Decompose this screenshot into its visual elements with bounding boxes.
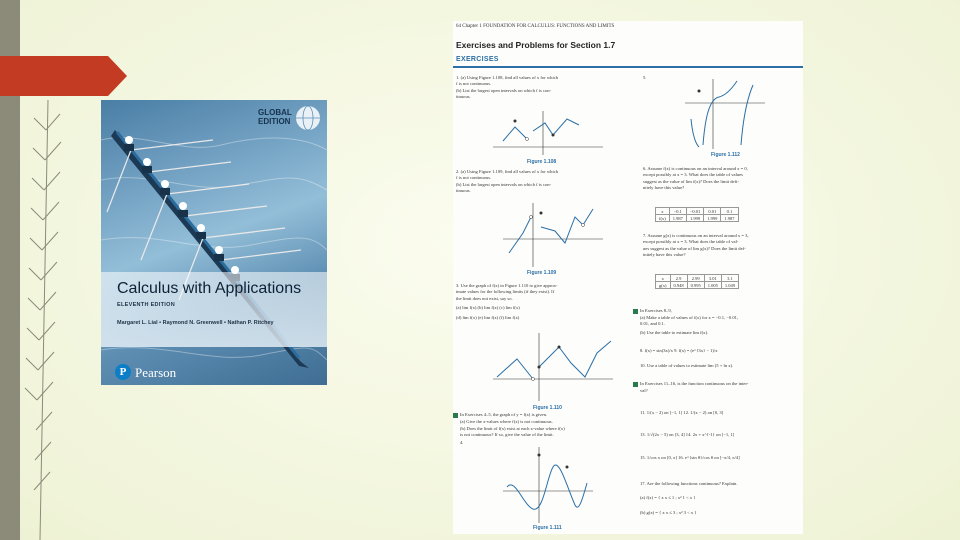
- table-cell: 0.948: [670, 282, 687, 289]
- exercise-text: In Exercises 11–16, is the function continuous on the inter-: [640, 381, 749, 386]
- figure-1-110-graph: [493, 333, 613, 403]
- section-title: Exercises and Problems for Section 1.7: [456, 40, 616, 50]
- section-marker: [633, 382, 638, 387]
- exercise-text: (b) List the largest open intervals on which f is con-: [456, 182, 552, 187]
- exercise-text: In Exercises 8–9,: [640, 308, 672, 313]
- figure-1-112-graph: [685, 79, 765, 149]
- book-cover: [101, 100, 327, 385]
- table-cell: 3.01: [704, 275, 721, 282]
- exercise-text: is not continuous? If so, give the value of the limit.: [460, 432, 554, 437]
- table-cell: x: [656, 275, 671, 282]
- exercise-text: imate values for the following limits (if they exist). If: [456, 289, 555, 294]
- page-header: 64 Chapter 1 FOUNDATION FOR CALCULUS: FUNCTIONS AND LIMITS: [456, 24, 615, 29]
- table-cell: 1.005: [704, 282, 721, 289]
- table-cell: 1.049: [721, 282, 738, 289]
- exercise-text: 1. (a) Using Figure 1.108, find all values of x for which: [456, 75, 559, 80]
- exercise-text: (b) Use the table to estimate lim f(x).: [640, 330, 709, 335]
- figure-caption: Figure 1.109: [527, 270, 557, 276]
- table-cell: 1.987: [669, 215, 686, 222]
- exercise-text: tinuous.: [456, 94, 471, 99]
- publisher-name: Pearson: [135, 365, 177, 380]
- exercise-text: f is not continuous.: [456, 175, 492, 180]
- exercise-text: 7. Assume g(x) is continuous on an interval around x = 3,: [643, 233, 749, 238]
- exercise-text: 10. Use a table of values to estimate lim (5 + ln x).: [640, 363, 734, 368]
- table-cell: 1.987: [721, 215, 738, 222]
- exercise-text: 2. (a) Using Figure 1.109, find all values of x for which: [456, 169, 559, 174]
- table-row: [656, 208, 739, 215]
- table-cell: 1.999: [704, 215, 721, 222]
- book-title: Calculus with Applications: [117, 280, 302, 297]
- exercise-text: 3. Use the graph of f(x) in Figure 1.110 to give approx-: [456, 283, 558, 288]
- section-marker: [633, 309, 638, 314]
- exercise-text: (a) Give the x-values where f(x) is not continuous.: [460, 419, 553, 424]
- figure-caption: Figure 1.111: [533, 525, 562, 531]
- figure-caption: Figure 1.108: [527, 159, 557, 165]
- exercise-text: 17. Are the following functions continuous? Explain.: [640, 481, 738, 486]
- section-marker: [453, 413, 458, 418]
- table-exercise-6: [655, 207, 739, 222]
- table-cell: f(x): [656, 215, 670, 222]
- table-exercise-7: [655, 274, 739, 289]
- book-edition: ELEVENTH EDITION: [117, 302, 175, 308]
- table-cell: −0.1: [669, 208, 686, 215]
- figure-caption: Figure 1.110: [533, 405, 562, 411]
- table-row: [656, 282, 739, 289]
- title-arrow-shape: [0, 56, 128, 96]
- exercise-text: (b) List the largest open intervals on which f is con-: [456, 88, 552, 93]
- table-cell: 0.01: [704, 208, 721, 215]
- exercise-text: 0.01, and 0.1.: [640, 321, 666, 326]
- exercise-text: ues suggest as the value of lim g(x)? Does the limit def-: [643, 246, 746, 251]
- exercise-text: nitely have this value?: [643, 185, 685, 190]
- table-row: [656, 215, 739, 222]
- table-cell: −0.01: [686, 208, 703, 215]
- table-cell: 3.1: [721, 275, 738, 282]
- exercise-text: 4.: [460, 440, 464, 445]
- pearson-logo-icon: P: [115, 364, 131, 380]
- exercise-text: (d) lim f(x) (e) lim f(x) (f) lim f(x): [456, 315, 520, 320]
- table-cell: 2.9: [670, 275, 687, 282]
- exercise-text: (b) g(x) = { x x ≤ 3 ; x² 3 < x }: [640, 510, 697, 515]
- exercise-text: (a) Make a table of values of f(x) for x = −0.1, −0.01,: [640, 315, 739, 320]
- exercise-text: except possibly at x = 3. What does the table of values: [643, 172, 743, 177]
- book-authors: Margaret L. Lial • Raymond N. Greenwell • Nathan P. Ritchey: [117, 320, 274, 326]
- figure-1-109-graph: [503, 203, 603, 267]
- table-cell: g(x): [656, 282, 671, 289]
- exercise-text: 11. 1/(x − 2) on [−1, 1] 12. 1/(x − 2) on [0, 3]: [640, 410, 724, 415]
- badge-line-2: EDITION: [258, 117, 291, 126]
- exercises-label: EXERCISES: [456, 56, 499, 63]
- exercise-text: suggest as the value of lim f(x)? Does the limit defi-: [643, 179, 739, 184]
- figure-1-111-graph: [503, 447, 593, 523]
- figure-1-108-graph: [493, 111, 603, 157]
- exercise-text: (a) lim f(x) (b) lim f(x) (c) lim f(x): [456, 305, 520, 310]
- table-cell: 2.99: [687, 275, 704, 282]
- edition-badge: [258, 108, 292, 126]
- exercise-text: (a) f(x) = { x x ≤ 1 ; x² 1 < x }: [640, 495, 696, 500]
- exercise-text: the limit does not exist, say so.: [456, 296, 513, 301]
- exercise-text: 5.: [643, 75, 647, 80]
- exercise-text: except possibly at x = 3. What does the table of val-: [643, 239, 739, 244]
- table-cell: 0.1: [721, 208, 738, 215]
- table-cell: 1.999: [686, 215, 703, 222]
- exercise-text: val?: [640, 388, 648, 393]
- section-rule: [453, 66, 803, 68]
- exercise-text: initely have this value?: [643, 252, 686, 257]
- exercise-text: 13. 1/√(2x − 5) on [3, 4] 14. 2x + x^{-1} on [−1, 1]: [640, 432, 735, 437]
- exercise-text: f is not continuous.: [456, 81, 492, 86]
- exercise-text: tinuous.: [456, 188, 471, 193]
- exercise-text: 15. 1/cos x on [0, π] 16. e^{sin θ}/cos θ on [−π/4, π/4]: [640, 455, 740, 460]
- table-cell: 0.995: [687, 282, 704, 289]
- exercise-text: 6. Assume f(x) is continuous on an interval around x = 0,: [643, 166, 748, 171]
- exercise-text: 8. f(x) = sin(3x)/x 9. f(x) = (e^{3x} − 1)/x: [640, 348, 718, 353]
- table-row: [656, 275, 739, 282]
- textbook-page: [453, 21, 803, 534]
- exercise-text: (b) Does the limit of f(x) exist at each x-value where f(x): [460, 426, 565, 431]
- figure-caption: Figure 1.112: [711, 152, 740, 158]
- badge-line-1: GLOBAL: [258, 108, 292, 117]
- global-edition-globe-icon: [294, 104, 322, 132]
- exercise-text: In Exercises 4–5, the graph of y = f(x) is given.: [460, 412, 548, 417]
- table-cell: x: [656, 208, 670, 215]
